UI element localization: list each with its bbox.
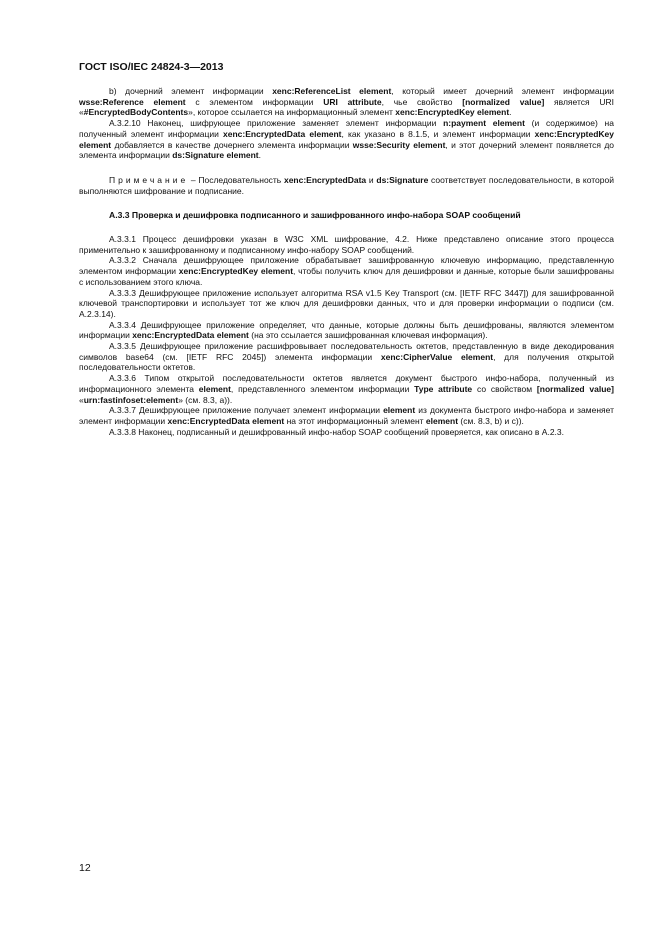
- paragraph-a334: A.3.3.4 Дешифрующее приложение определяет, что данные, которые должны быть дешифрованы, являются элементом информации xenc:EncryptedData element (на это ссылается зашифрованная ключевая информация).: [79, 319, 614, 341]
- paragraph-b-reference-list: b) дочерний элемент информации xenc:ReferenceList element, который имеет дочерний элемент информации wsse:Reference element с элементом информации URI attribute, чье свойство [normalized value] является URI «#EncryptedBodyContents», которое ссылается на информационный элемент xenc:EncryptedKey element.: [79, 86, 615, 118]
- paragraph-a337: A.3.3.7 Дешифрующее приложение получает элемент информации element из документа быстрого инфо-набора и заменяет элемент информации xenc:EncryptedData element на этот информационный элемент element (см. 8.3, b) и c)).: [79, 405, 614, 426]
- document-body: [79, 86, 614, 437]
- paragraph-a331: A.3.3.1 Процесс дешифровки указан в W3C XML шифрование, 4.2. Ниже представлено описание этого процесса применительно к зашифрованному и подписанному инфо-набору SOAP сообщений.: [79, 234, 614, 255]
- paragraph-a338: A.3.3.8 Наконец, подписанный и дешифрованный инфо-набор SOAP сообщений проверяется, как описано в A.2.3.: [109, 426, 564, 437]
- paragraph-a333: A.3.3.3 Дешифрующее приложение использует алгоритма RSA v1.5 Key Transport (см. [IETF RFC 3447]) для зашифрованной ключевой транспортировки и использует тот же ключ для дешифровки данных, что и для проверки информации о подписи (см. A.2.3.14).: [79, 287, 614, 319]
- paragraph-a332: A.3.3.2 Сначала дешифрующее приложение обрабатывает зашифрованную ключевую информацию, представленную элементом информации xenc:EncryptedKey element, чтобы получить ключ для дешифровки и данные, которые были зашифрованы с использованием этого ключа.: [79, 255, 614, 287]
- paragraph-a335: A.3.3.5 Дешифрующее приложение расшифровывает последовательность октетов, представленную в виде декодирования символов base64 (см. [IETF RFC 2045]) элемента информации xenc:CipherValue element, для получения открытой последовательности октетов.: [79, 341, 614, 373]
- paragraph-a3210: A.3.2.10 Наконец, шифрующее приложение заменяет элемент информации n:payment element (и содержимое) на полученный элемент информации xenc:EncryptedData element, как указано в 8.1.5, и элемент информации xenc:EncryptedKey element добавляется в качестве дочернего элемента информации wsse:Security element, и этот дочерний элемент появляется до элемента информации ds:Signature element.: [79, 118, 615, 161]
- note-label: Примечание: [109, 174, 189, 185]
- note-paragraph: Примечание – Последовательность xenc:EncryptedData и ds:Signature соответствует последовательности, в которой выполняются шифрование и подписание.: [79, 174, 614, 196]
- page-number: 12: [79, 862, 91, 874]
- page-header-title: ГОСТ ISO/IEC 24824-3—2013: [79, 61, 224, 73]
- paragraph-a336: A.3.3.6 Типом открытой последовательности октетов является документ быстрого инфо-набора, полученный из информационного элемента element, представленного элементом информации Type attribute со свойством [normalized value] «urn:fastinfoset:element» (см. 8.3, a)).: [79, 373, 614, 405]
- section-heading-a33: A.3.3 Проверка и дешифровка подписанного и зашифрованного инфо-набора SOAP сообщений: [109, 210, 521, 221]
